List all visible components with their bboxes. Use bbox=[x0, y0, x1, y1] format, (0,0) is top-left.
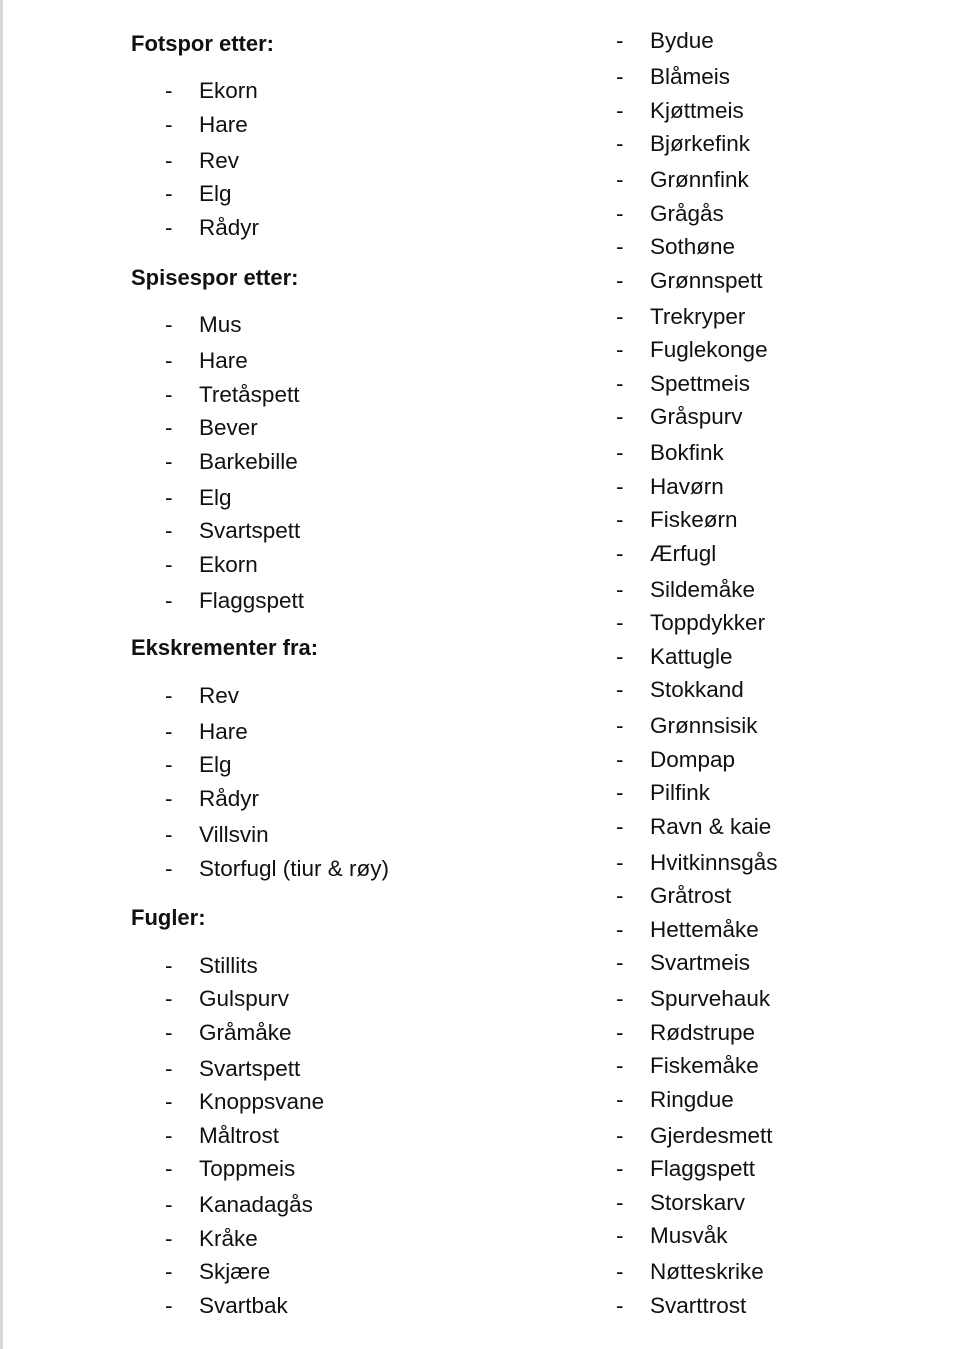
section-heading-fotspor: Fotspor etter: bbox=[131, 31, 274, 56]
section-heading-fugler: Fugler: bbox=[131, 905, 206, 930]
page-left-border bbox=[0, 0, 3, 1349]
section-heading-spisespor: Spisespor etter: bbox=[131, 265, 299, 290]
section-heading-ekskrementer: Ekskrementer fra: bbox=[131, 635, 319, 660]
